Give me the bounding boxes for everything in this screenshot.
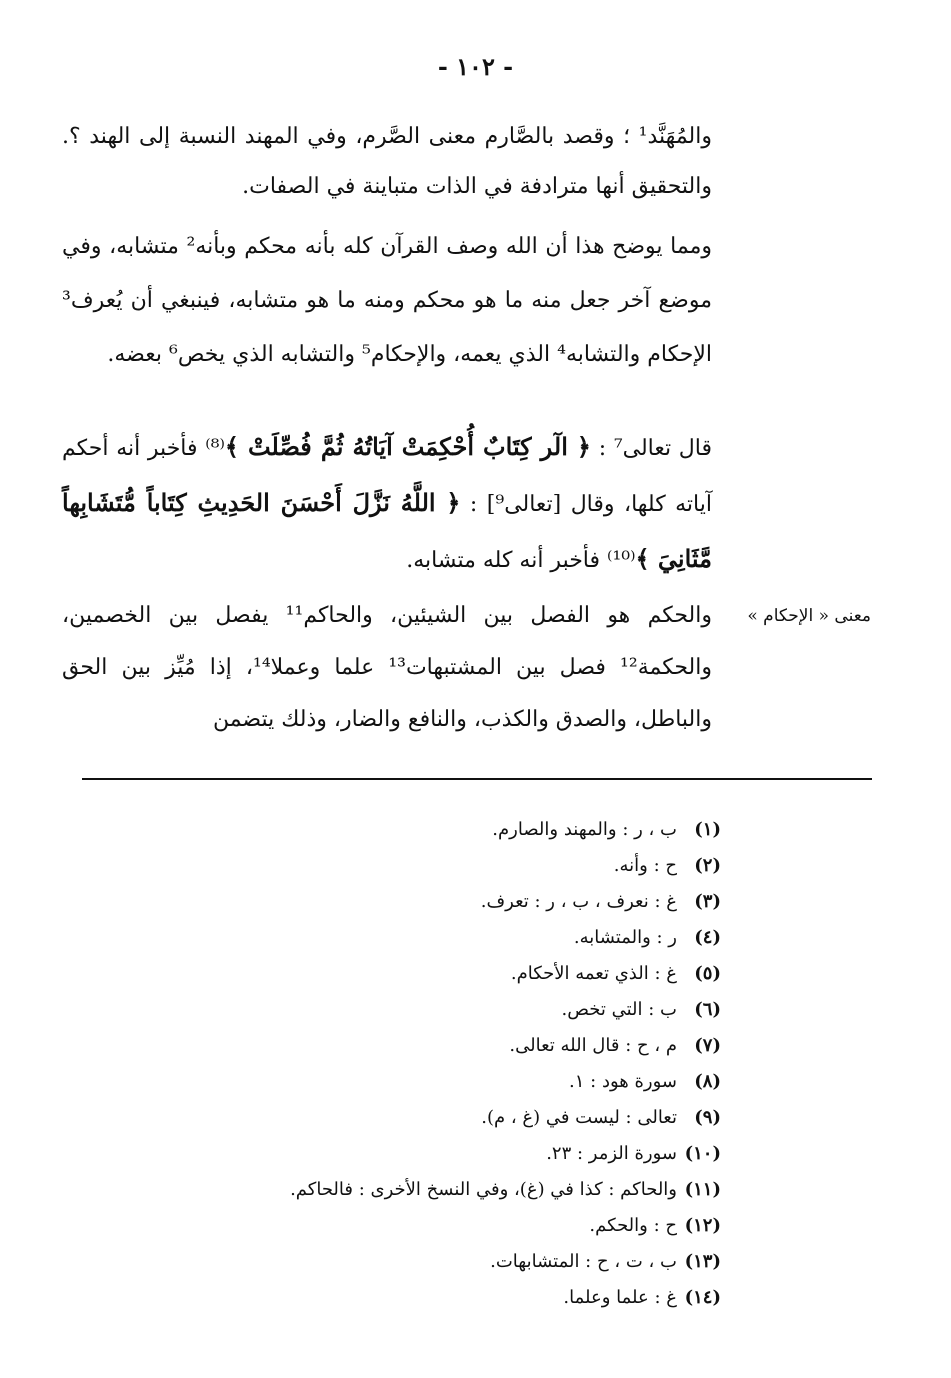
- footnote-item: [201, 956, 721, 992]
- footnote-number: (٥): [694, 963, 721, 984]
- footnote-number: (٣): [694, 891, 721, 912]
- footnote-item: [201, 1280, 721, 1316]
- footnote-text: غ : علما وعلما.: [563, 1287, 677, 1308]
- footnote-number: (٨): [694, 1071, 721, 1092]
- footnote-number: (١٤): [684, 1287, 721, 1308]
- footnote-item: [201, 1100, 721, 1136]
- footnote-item: [201, 1028, 721, 1064]
- footnote-item: [201, 1208, 721, 1244]
- paragraph-4: والحكم هو الفصل بين الشيئين، والحاكم¹¹ يفصل بين الخصمين، والحكمة¹² فصل بين المشتبهات¹³ علما وعملا¹⁴، إذا مُيِّز بين الحق والباطل، والصدق والكذب، والنافع والضار، وذلك يتضمن: [62, 603, 712, 732]
- footnotes-list: [201, 812, 721, 1316]
- footnote-number: (٦): [694, 999, 721, 1020]
- footnote-item: [201, 1064, 721, 1100]
- footnote-text: ح : وأنه.: [613, 855, 677, 876]
- footnote-number: (٩): [694, 1107, 721, 1128]
- paragraph-3: [62, 420, 712, 588]
- footnote-number: (١): [694, 819, 721, 840]
- footnote-number: (٧): [694, 1035, 721, 1056]
- footnote-text: تعالى : ليست في (غ ، م).: [481, 1107, 677, 1128]
- quran-verse-hud: ﴿ الٓر كِتَابٌ أُحْكِمَتْ آيَاتُهُ ثُمَّ فُصِّلَتْ ﴾: [224, 432, 591, 461]
- footnote-item: [201, 812, 721, 848]
- footnote-number: (١١): [684, 1179, 721, 1200]
- margin-note: معنى « الإحكام »: [747, 606, 871, 626]
- footnote-text: ب : التي تخص.: [561, 999, 677, 1020]
- quran-verse-zumar: ﴿ اللَّهُ نَزَّلَ أَحْسَنَ الحَدِيثِ كِتَاباً مُّتَشَابِهاً مَّثَانِيَ ﴾: [62, 488, 712, 573]
- footnote-item: [201, 1172, 721, 1208]
- footnote-text: ب ، ت ، ح : المتشابهات.: [490, 1251, 677, 1272]
- footnote-text: غ : الذي تعمه الأحكام.: [510, 963, 677, 984]
- footnote-item: [201, 992, 721, 1028]
- footnote-text: سورة الزمر : ٢٣.: [546, 1143, 677, 1164]
- footnote-text: ح : والحكم.: [589, 1215, 677, 1236]
- footnote-text: سورة هود : ١.: [569, 1071, 677, 1092]
- verse-intro: قال تعالى⁷ :: [598, 436, 713, 461]
- footnote-text: ر : والمتشابه.: [573, 927, 677, 948]
- verse-end-text: فأخبر أنه كله متشابه.: [406, 548, 601, 573]
- verse-ref-10: ⁽¹⁰⁾: [607, 548, 636, 573]
- footnote-text: ب ، ر : والمهند والصارم.: [492, 819, 677, 840]
- footnote-number: (١٠): [684, 1143, 721, 1164]
- footnote-item: [201, 1136, 721, 1172]
- footnote-text: م ، ح : قال الله تعالى.: [509, 1035, 677, 1056]
- footnote-item: [201, 1244, 721, 1280]
- paragraph-1: والمُهَنَّد¹ ؛ وقصد بالصَّارم معنى الصَّرم، وفي المهند النسبة إلى الهند ؟. والتحقيق أنها مترادفة في الذات متباينة في الصفات.: [62, 124, 712, 199]
- footnote-number: (٢): [694, 855, 721, 876]
- footnote-divider: [82, 778, 872, 780]
- footnote-item: [201, 848, 721, 884]
- footnote-item: [201, 920, 721, 956]
- verse-mid-text: فأخبر أنه أحكم آياته كلها، وقال [تعالى⁹] :: [62, 436, 712, 517]
- page-number: - ١٠٢ -: [437, 52, 514, 81]
- footnote-text: غ : نعرف ، ب ، ر : تعرف.: [480, 891, 677, 912]
- footnote-text: والحاكم : كذا في (غ)، وفي النسخ الأخرى : فالحاكم.: [290, 1179, 677, 1200]
- paragraph-2: ومما يوضح هذا أن الله وصف القرآن كله بأنه محكم وبأنه² متشابه، وفي موضع آخر جعل منه ما هو محكم ومنه ما هو متشابه، فينبغي أن يُعرف³ الإحكام والتشابه⁴ الذي يعمه، والإحكام⁵ والتشابه الذي يخص⁶ بعضه.: [62, 234, 712, 367]
- footnote-item: [201, 884, 721, 920]
- footnote-number: (٤): [694, 927, 721, 948]
- verse-ref-8: ⁽⁸⁾: [205, 436, 225, 461]
- footnote-number: (١٢): [684, 1215, 721, 1236]
- footnote-number: (١٣): [684, 1251, 721, 1272]
